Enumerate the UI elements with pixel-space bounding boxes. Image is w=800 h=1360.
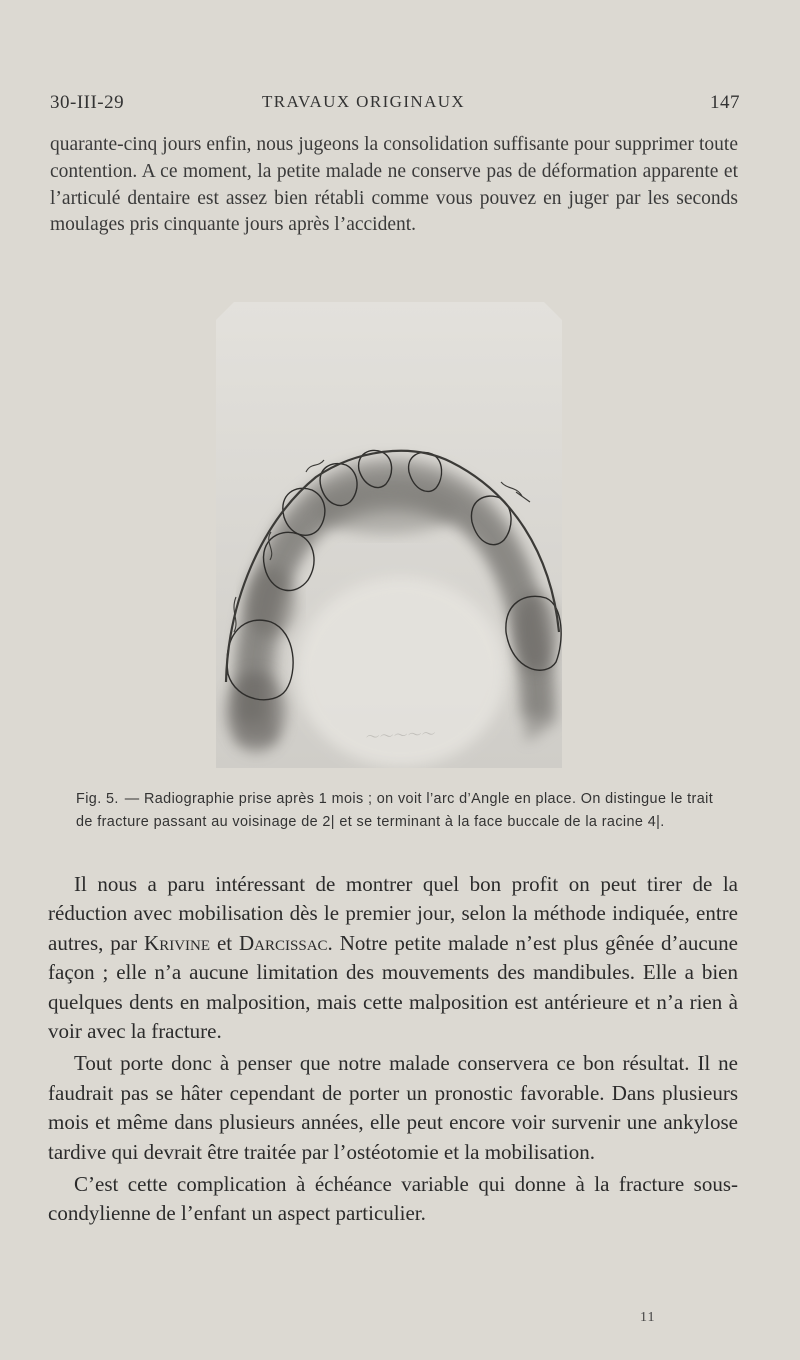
author-name-darcissac: Darcissac bbox=[239, 930, 328, 955]
body-paragraph-1-start: Il nous a paru intéressant de montrer quel bon profit on peut tirer de la réduction avec mobilisation dès le premier jour, selon la méthode indiquée, entre autres, par bbox=[48, 872, 738, 955]
density-patch-right bbox=[514, 592, 558, 672]
header-section: TRAVAUX ORIGINAUX bbox=[262, 92, 466, 111]
radiograph-figure bbox=[216, 302, 562, 768]
density-patch-front bbox=[316, 490, 456, 534]
author-name-krivine: Krivine bbox=[144, 930, 211, 955]
header-date: 30-III-29 bbox=[50, 92, 125, 113]
plate-scratch-mark: 〜〜〜〜〜 bbox=[365, 727, 437, 746]
figure-caption-text: — Radiographie prise après 1 mois ; on voit l’arc d’Angle en place. On distingue le trait de fracture passant au voisinage de 2| et se terminant à la face buccale de la racine 4|. bbox=[76, 791, 714, 830]
density-patch-left-mid bbox=[246, 567, 296, 637]
figure-label: Fig. 5. bbox=[76, 791, 119, 807]
signature-mark: 11 bbox=[640, 1310, 656, 1325]
body-paragraph-3: C’est cette complication à échéance variable qui donne à la fracture sous-condylienne de l’enfant un aspect particulier. bbox=[48, 1172, 738, 1226]
density-patch-left-low bbox=[226, 672, 286, 752]
page-number: 147 bbox=[710, 92, 740, 113]
body-paragraph-2: Tout porte donc à penser que notre malade conservera ce bon résultat. Il ne faudrait pas se hâter cependant de porter un pronostic favorable. Dans plusieurs mois et même dans plusieurs années, elle peut encore voir survenir une ankylose tardive qui devrait être traitée par l’ostéotomie et la mobilisation. bbox=[48, 1051, 738, 1164]
intro-paragraph: quarante-cinq jours enfin, nous jugeons la consolidation suffisante pour supprimer toute contention. A ce moment, la petite malade ne conserve pas de déformation apparente et l’articulé dentaire est assez bien rétabli comme vous pouvez en juger par les seconds moulages pris cinquante jours après l’accident. bbox=[50, 134, 738, 236]
body-paragraph-1 bbox=[48, 870, 738, 1046]
body-paragraph-1-end: . Notre petite malade n’est plus gênée d’aucune façon ; elle n’a aucune limitation des mouvements des mandibules. Elle a bien quelques dents en malposition, mais cette malposition est antérieure et n’a rien à voir avec la fracture. bbox=[48, 930, 738, 1044]
main-text bbox=[48, 870, 738, 1232]
figure-caption bbox=[76, 788, 726, 834]
body-paragraph-1-and: et bbox=[210, 930, 240, 955]
